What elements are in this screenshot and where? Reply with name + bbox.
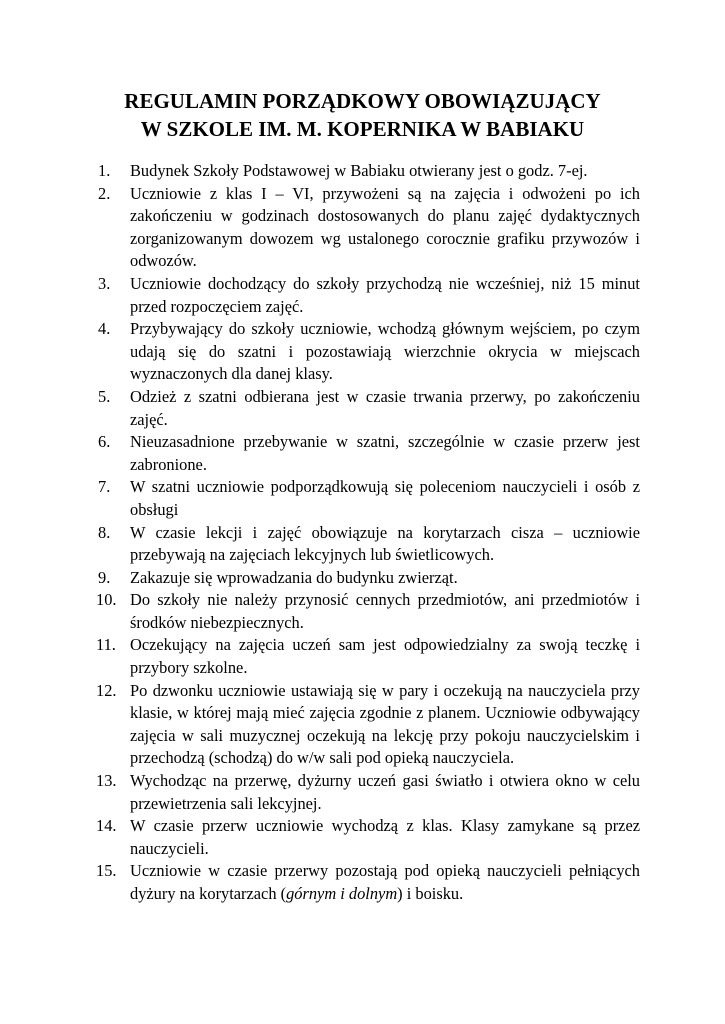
rule-item — [98, 318, 640, 386]
rule-item — [98, 680, 640, 770]
rule-item — [98, 589, 640, 634]
rule-text: W czasie przerw uczniowie wychodzą z klas. Klasy zamykane są przez nauczycieli. — [130, 816, 640, 858]
rule-number: 5. — [98, 386, 111, 406]
title-line-1: REGULAMIN PORZĄDKOWY OBOWIĄZUJĄCY — [124, 89, 601, 113]
rule-number: 8. — [98, 522, 111, 542]
rule-number: 2. — [98, 183, 111, 203]
rule-item — [98, 522, 640, 567]
rule-item — [98, 815, 640, 860]
rule-text: W szatni uczniowie podporządkowują się poleceniom nauczycieli i osób z obsługi — [130, 477, 640, 519]
rules-list — [98, 160, 640, 906]
rule-text: Przybywający do szkoły uczniowie, wchodzą głównym wejściem, po czym udają się do szatni i pozostawiają wierzchnie okrycia w miejscach wyznaczonych dla danej klasy. — [130, 319, 640, 384]
rule-number: 14. — [96, 816, 117, 836]
rule-number: 7. — [98, 477, 111, 497]
page-title — [0, 87, 725, 143]
rule-item — [98, 770, 640, 815]
rule-text: Zakazuje się wprowadzania do budynku zwierząt. — [130, 567, 458, 587]
rule-text: Po dzwonku uczniowie ustawiają się w pary i oczekują na nauczyciela przy klasie, w której mają mieć zajęcia zgodnie z planem. Uczniowie odbywający zajęcia w sali muzycznej oczekują na lekcję przy pokoju nauczycielskim i przechodzą (schodzą) do w/w sali pod opieką nauczyciela. — [130, 680, 640, 768]
rule-text: Nieuzasadnione przebywanie w szatni, szczególnie w czasie przerw jest zabronione. — [130, 432, 640, 474]
rule-item — [98, 476, 640, 521]
rule-text: Odzież z szatni odbierana jest w czasie trwania przerwy, po zakończeniu zajęć. — [130, 386, 640, 429]
rule-text: Oczekujący na zajęcia uczeń sam jest odpowiedzialny za swoją teczkę i przybory szkolne. — [130, 635, 640, 678]
rule-number: 11. — [96, 635, 116, 655]
rule-number: 10. — [96, 590, 117, 610]
rule-text: Do szkoły nie należy przynosić cennych przedmiotów, ani przedmiotów i środków niebezpiecznych. — [130, 590, 640, 632]
rule-number: 12. — [96, 680, 117, 700]
rule-item — [98, 160, 640, 183]
rule-item — [98, 634, 640, 679]
rule-text: Uczniowie dochodzący do szkoły przychodzą nie wcześniej, niż 15 minut przed rozpoczęciem zajęć. — [130, 273, 640, 316]
rule-number: 1. — [98, 161, 111, 180]
rule-item — [98, 386, 640, 431]
title-line-2: W SZKOLE IM. M. KOPERNIKA W BABIAKU — [140, 117, 585, 141]
rule-text: W czasie lekcji i zajęć obowiązuje na korytarzach cisza – uczniowie przebywają na zajęciach lekcyjnych lub świetlicowych. — [130, 522, 640, 565]
rule-text-before: Uczniowie w czasie przerwy pozostają pod opieką nauczycieli pełniących dyżury na korytarzach ( — [130, 861, 640, 903]
rule-item — [98, 567, 640, 590]
rule-number: 6. — [98, 432, 111, 452]
rule-number: 3. — [98, 273, 111, 293]
rule-text-after: ) i boisku. — [397, 884, 464, 903]
rule-item — [98, 273, 640, 318]
rule-number: 15. — [96, 861, 117, 881]
rule-item — [98, 431, 640, 476]
rule-number: 4. — [98, 319, 111, 339]
rule-text: Uczniowie z klas I – VI, przywożeni są na zajęcia i odwożeni po ich zakończeniu w godzinach dostosowanych do planu zajęć dydaktycznych zorganizowanym dowozem wg ustalonego corocznie grafiku przywozów i odwozów. — [130, 183, 640, 271]
rule-text: Wychodząc na przerwę, dyżurny uczeń gasi światło i otwiera okno w celu przewietrzenia sali lekcyjnej. — [130, 771, 640, 813]
rule-number: 13. — [96, 771, 117, 791]
rule-number: 9. — [98, 567, 111, 587]
rule-text-italic: górnym i dolnym — [286, 884, 398, 903]
rule-text — [130, 860, 640, 905]
rule-item — [98, 183, 640, 273]
rule-text: Budynek Szkoły Podstawowej w Babiaku otwierany jest o godz. 7-ej. — [130, 161, 588, 180]
rule-item — [98, 860, 640, 905]
